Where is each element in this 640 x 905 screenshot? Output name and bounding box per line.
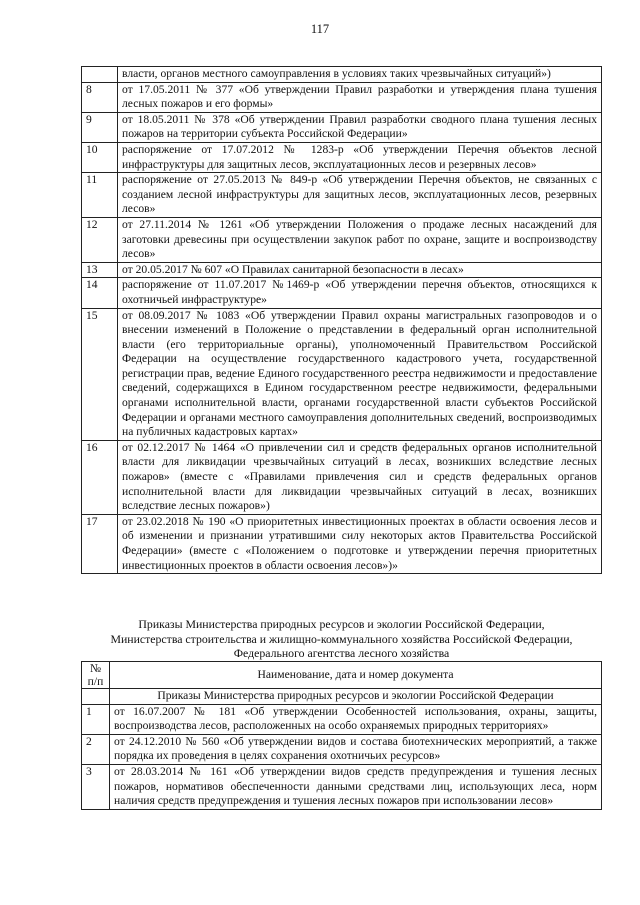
- table-row: [82, 440, 602, 514]
- row-number: 8: [82, 82, 118, 112]
- table-row: [82, 764, 602, 809]
- row-document-text: от 02.12.2017 № 1464 «О привлечении сил и средств федеральных органов исполнительной власти для ликвидации чрезвычайных ситуаций в лесах, возникших вследствие лесных пожаров» (вместе с «Правилами привлечения сил и средств федеральных органов исполнительной власти для ликвидации чрезвычайных ситуаций в лесах, возникших вследствие лесных пожаров»): [118, 440, 602, 514]
- row-number: 1: [82, 704, 110, 734]
- row-document-text: от 08.09.2017 № 1083 «Об утверждении Правил охраны магистральных газопроводов и о внесении изменений в Положение о представлении в федеральный орган исполнительной власти (его территориальные органы), уполномоченный Правительством Российской Федерации на осуществление государственного кадастрового учета, государственной регистрации прав, ведение Единого государственного реестра недвижимости и предоставление сведений, содержащихся в Едином государственном реестре недвижимости, федеральными органами исполнительной власти, органами государственной власти субъектов Российской Федерации и органами местного самоуправления дополнительных сведений, воспроизводимых на публичных кадастровых картах»: [118, 308, 602, 440]
- row-document-text: от 18.05.2011 № 378 «Об утверждении Правил разработки сводного плана тушения лесных пожаров на территории субъекта Российской Федерации»: [118, 112, 602, 142]
- header-title-cell: Наименование, дата и номер документа: [110, 662, 602, 689]
- row-document-text: от 16.07.2007 № 181 «Об утверждении Особенностей использования, охраны, защиты, воспроизводства лесов, расположенных на особо охраняемых природных территориях»: [110, 704, 602, 734]
- row-number: 12: [82, 217, 118, 262]
- government-acts-table-body: [82, 67, 602, 574]
- table-row: [82, 308, 602, 440]
- row-document-text: от 27.11.2014 № 1261 «Об утверждении Положения о продаже лесных насаждений для заготовки древесины при осуществлении закупок работ по охране, защите и воспроизводству лесов»: [118, 217, 602, 262]
- table-row: [82, 142, 602, 172]
- table-header-row: [82, 662, 602, 689]
- row-number: 16: [82, 440, 118, 514]
- subheader-empty-cell: [82, 689, 110, 705]
- table-row: [82, 262, 602, 278]
- row-number: 14: [82, 278, 118, 308]
- table-row: [82, 67, 602, 83]
- header-num-cell: [82, 662, 110, 689]
- row-document-text: власти, органов местного самоуправления в условиях таких чрезвычайных ситуаций»): [118, 67, 602, 83]
- table-row: [82, 112, 602, 142]
- table-row: [82, 278, 602, 308]
- government-acts-table: [81, 66, 602, 574]
- row-number: [82, 67, 118, 83]
- row-document-text: распоряжение от 27.05.2013 № 849-р «Об утверждении Перечня объектов, не связанных с созданием лесной инфраструктуры для защитных лесов, эксплуатационных лесов, резервных лесов»: [118, 173, 602, 218]
- section-heading-line: Министерства строительства и жилищно-коммунального хозяйства Российской Федерации,: [110, 631, 573, 646]
- ministry-orders-table: [81, 661, 602, 810]
- section-heading-line: Приказы Министерства природных ресурсов и экологии Российской Федерации,: [138, 617, 545, 631]
- row-number: 15: [82, 308, 118, 440]
- table-row: [82, 734, 602, 764]
- table-row: [82, 514, 602, 573]
- row-document-text: от 23.02.2018 № 190 «О приоритетных инвестиционных проектах в области освоения лесов и об изменении и признании утратившими силу некоторых актов Правительства Российской Федерации» (вместе с «Положением о подготовке и утверждении перечня приоритетных инвестиционных проектов в области освоения лесов»)»: [118, 514, 602, 573]
- row-document-text: распоряжение от 11.07.2017 №1469-р «Об утверждении перечня объектов, относящихся к охотничьей инфраструктуре»: [118, 278, 602, 308]
- page-number: 117: [310, 22, 330, 36]
- table-row: [82, 704, 602, 734]
- row-number: 13: [82, 262, 118, 278]
- table-row: [82, 82, 602, 112]
- row-document-text: от 17.05.2011 № 377 «Об утверждении Правил разработки и утверждения плана тушения лесных пожаров и его формы»: [118, 82, 602, 112]
- row-number: 10: [82, 142, 118, 172]
- table-row: [82, 217, 602, 262]
- ministry-orders-table-body: [82, 662, 602, 810]
- row-number: 11: [82, 173, 118, 218]
- table-row: [82, 173, 602, 218]
- row-document-text: от 28.03.2014 № 161 «Об утверждении видов средств предупреждения и тушения лесных пожаров, нормативов обеспеченности данными средствами лиц, использующих леса, норм наличия средств предупреждения и тушения лесных пожаров при использовании лесов»: [110, 764, 602, 809]
- row-number: 17: [82, 514, 118, 573]
- row-document-text: от 24.12.2010 № 560 «Об утверждении видов и состава биотехнических мероприятий, а также порядка их проведения в целях сохранения охотничьих ресурсов»: [110, 734, 602, 764]
- section-heading-line: Федерального агентства лесного хозяйства: [233, 646, 450, 661]
- row-number: 9: [82, 112, 118, 142]
- table-subheader-row: [82, 689, 602, 705]
- row-number: 3: [82, 764, 110, 809]
- row-document-text: распоряжение от 17.07.2012 № 1283-р «Об утверждении Перечня объектов лесной инфраструктуры для защитных лесов, эксплуатационных лесов и резервных лесов»: [118, 142, 602, 172]
- header-num-sublabel: п/п: [87, 675, 104, 688]
- header-num-label: №: [89, 662, 102, 675]
- row-document-text: от 20.05.2017 № 607 «О Правилах санитарной безопасности в лесах»: [118, 262, 602, 278]
- row-number: 2: [82, 734, 110, 764]
- section-heading: [81, 617, 602, 661]
- subheader-cell: Приказы Министерства природных ресурсов и экологии Российской Федерации: [110, 689, 602, 705]
